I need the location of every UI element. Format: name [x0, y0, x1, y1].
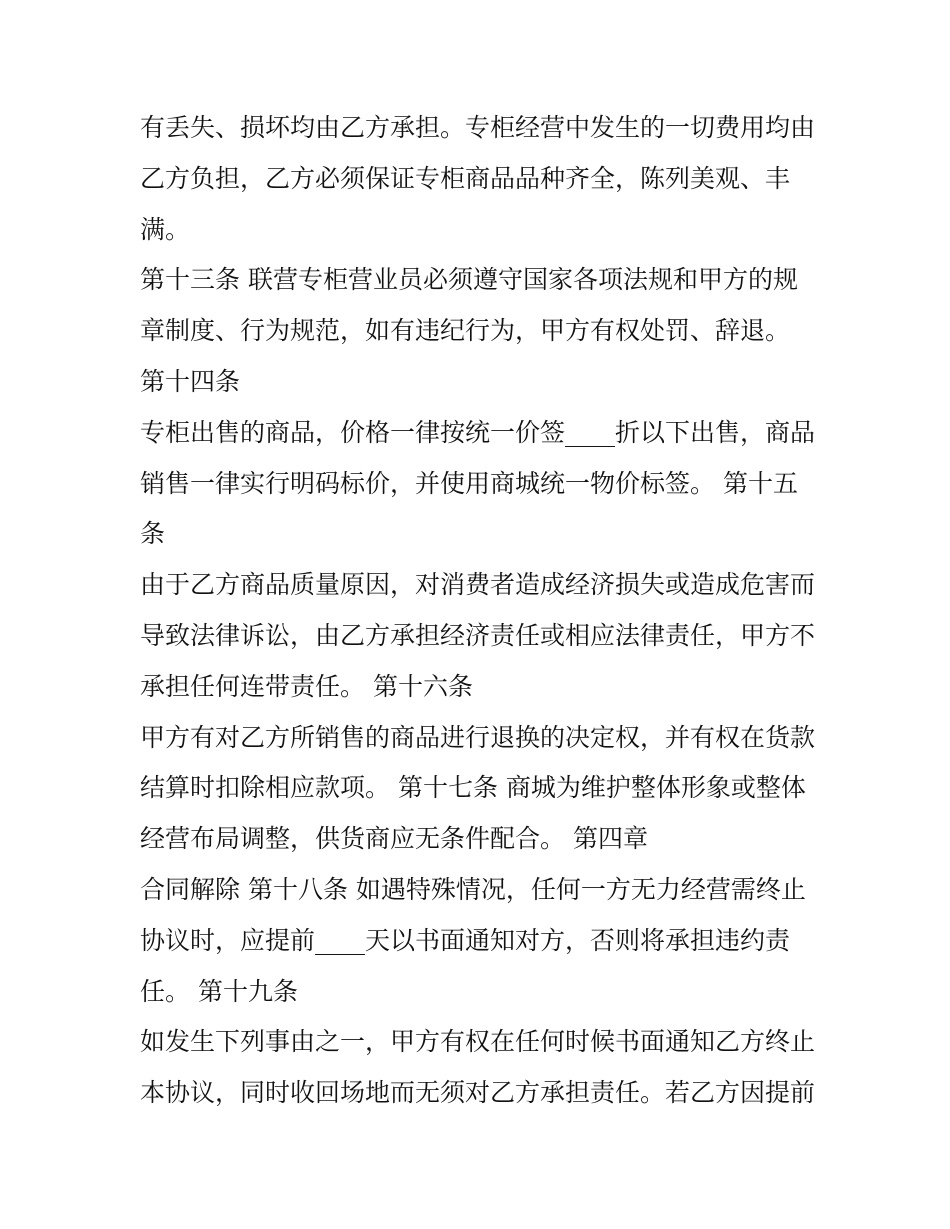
- text-line: 满。: [140, 214, 191, 244]
- text-line: 导致法律诉讼，由乙方承担经济责任或相应法律责任，甲方不: [140, 620, 816, 650]
- text-line: 有丢失、损坏均由乙方承担。专柜经营中发生的一切费用均由: [140, 113, 816, 142]
- text-line: 经营布局调整，供货商应无条件配合。 第四章: [140, 824, 648, 854]
- text-line: 协议时，应提前____天以书面通知对方，否则将承担违约责: [140, 925, 791, 955]
- text-line: 如发生下列事由之一，甲方有权在任何时候书面通知乙方终止: [140, 1027, 816, 1057]
- text-line: 章制度、行为规范，如有违纪行为，甲方有权处罚、辞退。: [140, 316, 791, 346]
- text-line: 任。 第十九条: [140, 976, 298, 1006]
- text-line: 乙方负担，乙方必须保证专柜商品品种齐全，陈列美观、丰: [140, 163, 791, 193]
- text-line: 第十三条 联营专柜营业员必须遵守国家各项法规和甲方的规: [140, 265, 798, 295]
- text-line: 条: [140, 519, 166, 549]
- text-line: 甲方有对乙方所销售的商品进行退换的决定权，并有权在货款: [140, 722, 816, 752]
- text-line: 由于乙方商品质量原因，对消费者造成经济损失或造成危害而: [140, 570, 816, 600]
- text-line: 第十四条: [140, 366, 241, 396]
- text-line: 合同解除 第十八条 如遇特殊情况，任何一方无力经营需终止: [140, 874, 806, 904]
- text-line: 结算时扣除相应款项。 第十七条 商城为维护整体形象或整体: [140, 773, 806, 803]
- text-line: 专柜出售的商品，价格一律按统一价签____折以下出售，商品: [140, 417, 816, 447]
- text-line: 本协议，同时收回场地而无须对乙方承担责任。若乙方因提前: [140, 1078, 816, 1108]
- document-body: [140, 103, 830, 1119]
- text-line: 承担任何连带责任。 第十六条: [140, 671, 473, 701]
- text-line: 销售一律实行明码标价，并使用商城统一物价标签。 第十五: [140, 468, 798, 498]
